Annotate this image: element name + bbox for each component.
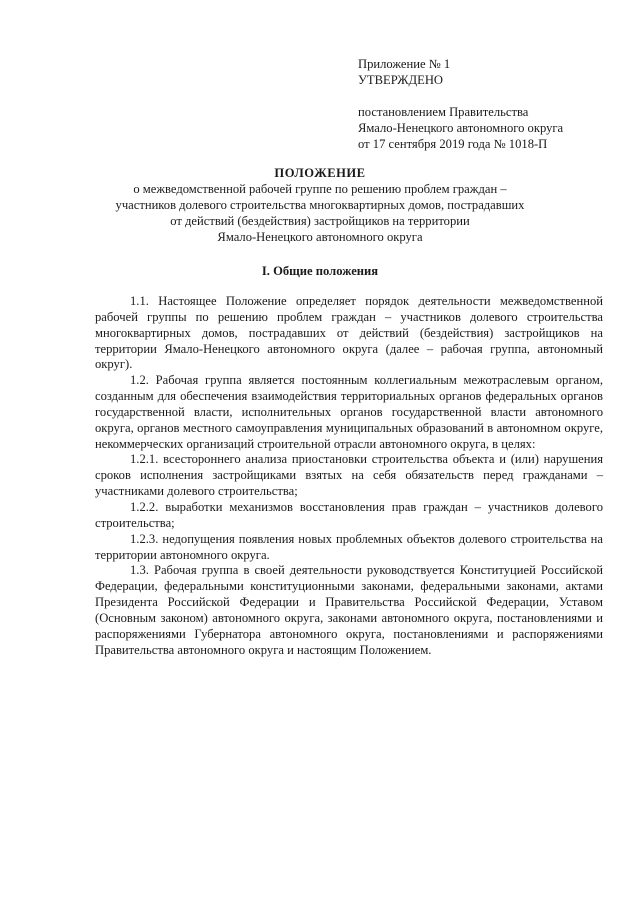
spacer bbox=[358, 88, 618, 104]
decree-line-3: от 17 сентября 2019 года № 1018-П bbox=[358, 137, 548, 151]
paragraph-1-2: 1.2. Рабочая группа является постоянным коллегиальным межотраслевым органом, созданным для обеспечения взаимодействия территориальных органов федеральных органов государственной власти, исполнительных органов государственной власти автономного округа, органов местного самоуправления муниципальных образований в автономном округе, некоммерческих организаций строительной отрасли автономного округа, в целях: bbox=[95, 373, 603, 451]
paragraph-1-2-3: 1.2.3. недопущения появления новых проблемных объектов долевого строительства на территории автономного округа. bbox=[95, 531, 603, 562]
appendix-number: Приложение № 1 bbox=[358, 57, 451, 71]
section-heading: I. Общие положения bbox=[261, 264, 379, 278]
decree-line-1: постановлением Правительства bbox=[358, 105, 529, 119]
subtitle-line-3: от действий (бездействия) застройщиков на территории bbox=[170, 214, 470, 228]
approved-stamp: УТВЕРЖДЕНО bbox=[358, 73, 444, 87]
paragraph-1-1: 1.1. Настоящее Положение определяет порядок деятельности межведомственной рабочей группы по решению проблем граждан – участников долевого строительства многоквартирных домов, пострадавших от действий (бездействия) застройщиков на территории Ямало-Ненецкого автономного округа (далее – рабочая группа, автономный округ). bbox=[95, 294, 603, 372]
document-title: ПОЛОЖЕНИЕ bbox=[274, 166, 366, 180]
section-body bbox=[95, 294, 603, 658]
appendix-block bbox=[358, 56, 618, 152]
subtitle-line-4: Ямало-Ненецкого автономного округа bbox=[217, 230, 423, 244]
subtitle-line-2: участников долевого строительства многоквартирных домов, пострадавших bbox=[115, 198, 525, 212]
decree-line-2: Ямало-Ненецкого автономного округа bbox=[358, 121, 564, 135]
paragraph-1-2-1: 1.2.1. всестороннего анализа приостановки строительства объекта и (или) нарушения сроков исполнения застройщиками взятых на себя обязательств перед гражданами – участниками долевого строительства; bbox=[95, 452, 603, 499]
paragraph-1-2-2: 1.2.2. выработки механизмов восстановления прав граждан – участников долевого строительства; bbox=[95, 499, 603, 530]
title-block bbox=[95, 165, 545, 245]
paragraph-1-3: 1.3. Рабочая группа в своей деятельности руководствуется Конституцией Российской Федерации, федеральными конституционными законами, федеральными законами, актами Президента Российской Федерации и Правительства Российской Федерации, Уставом (Основным законом) автономного округа, законами автономного округа, постановлениями и распоряжениями Губернатора автономного округа, постановлениями и распоряжениями Правительства автономного округа и настоящим Положением. bbox=[95, 563, 603, 657]
subtitle-line-1: о межведомственной рабочей группе по решению проблем граждан – bbox=[133, 182, 507, 196]
